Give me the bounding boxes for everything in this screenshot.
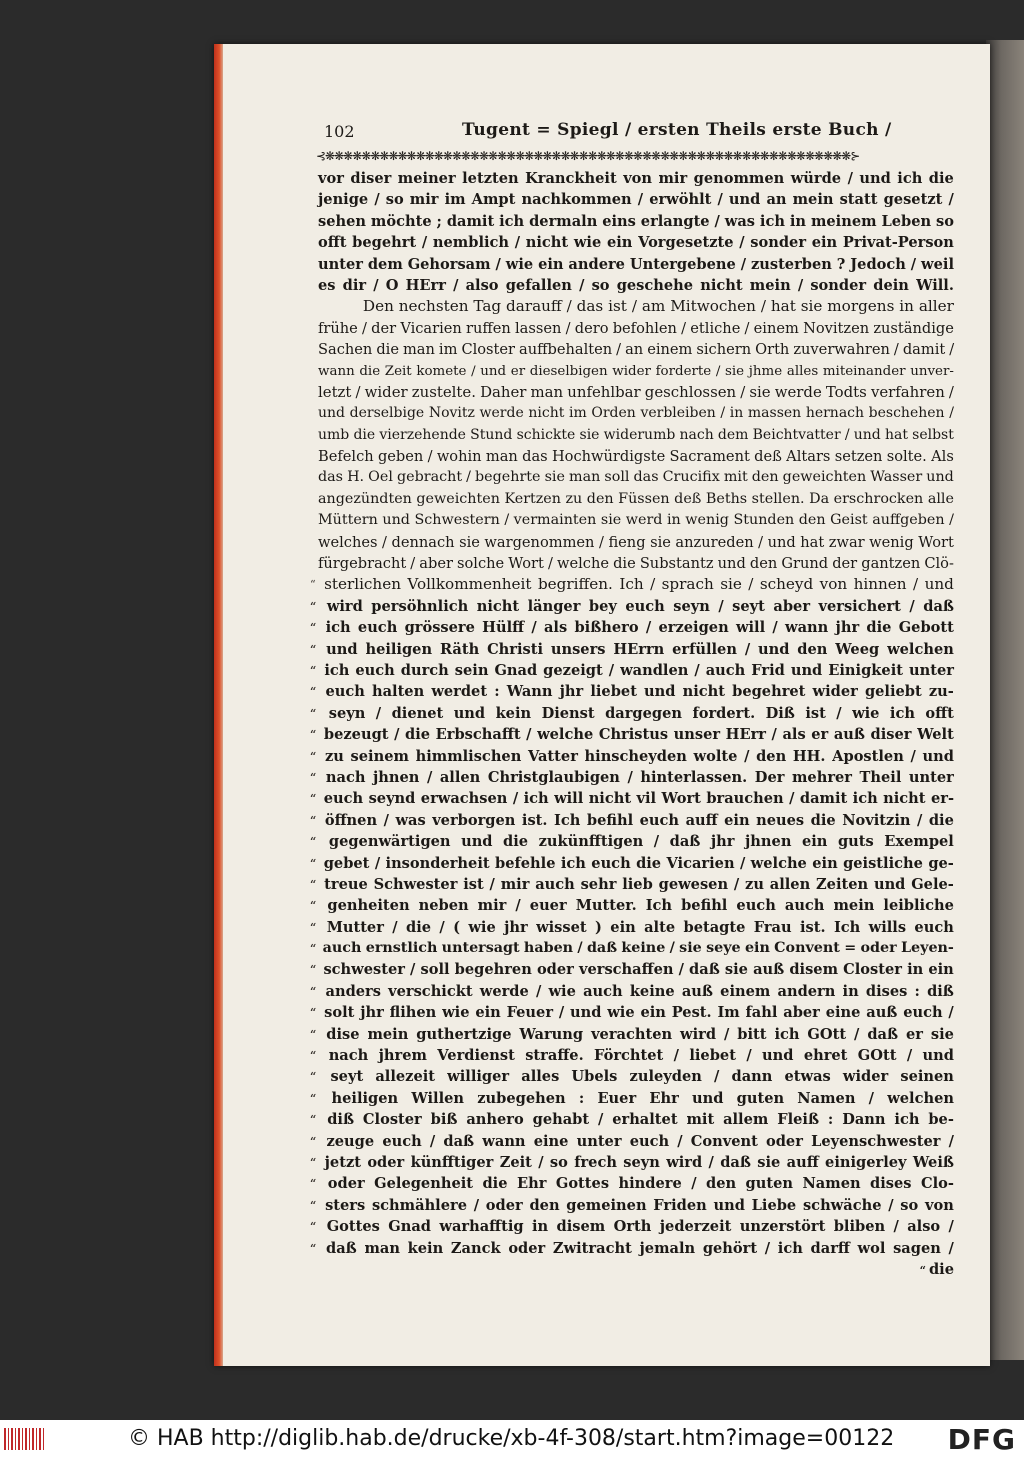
text-line: “ euch seynd erwachsen / ich will nicht vil Wort brauchen / damit ich nicht er- <box>318 788 954 809</box>
quote-mark: “ <box>310 856 317 870</box>
text-line: offt begehrt / nemblich / nicht wie ein Vorgesetzte / sonder ein Privat-Person <box>318 234 954 252</box>
text-line: welches / dennach sie wargenommen / fieng sie anzureden / und hat zwar wenig Wort <box>318 533 954 551</box>
text-line: “ seyn / dienet und kein Dienst dargegen fordert. Diß ist / wie ich offt <box>318 703 954 724</box>
text-line: “ nach jhnen / allen Christglaubigen / hinterlassen. Der mehrer Theil unter <box>318 767 954 788</box>
quote-mark: “ <box>310 728 317 742</box>
text-line: “ sters schmählere / oder den gemeinen Friden und Liebe schwäche / so von <box>318 1195 954 1216</box>
text-line: “ genheiten neben mir / euer Mutter. Ich befihl euch auch mein leibliche <box>318 895 954 916</box>
text-line: wann die Zeit komete / und er dieselbigen wider forderte / sie jhme alles miteinander unver- <box>318 363 954 379</box>
text-line: und derselbige Novitz werde nicht im Orden verbleiben / in massen hernach beschehen / <box>318 405 954 422</box>
text-line: Den nechsten Tag darauff / das ist / am Mitwochen / hat sie morgens in aller <box>362 297 954 316</box>
text-line: “ seyt allezeit williger alles Ubels zuleyden / dann etwas wider seinen <box>318 1066 954 1087</box>
text-line: jenige / so mir im Ampt nachkommen / erwöhlt / und an mein statt gesetzt / <box>318 191 954 209</box>
quote-mark: “ <box>310 813 317 827</box>
quote-mark: “ <box>310 1049 317 1063</box>
quote-mark: “ <box>310 663 317 677</box>
text-line: Müttern und Schwestern / vermainten sie werd in wenig Stunden den Geist auffgeben / <box>318 512 954 529</box>
quote-mark: “ <box>310 1155 317 1169</box>
text-line: vor diser meiner letzten Kranckheit von mir genommen würde / und ich die <box>318 170 954 187</box>
text-line: “ daß man kein Zanck oder Zwitracht jemaln gehört / ich darff wol sagen / <box>318 1238 954 1259</box>
quote-mark: “ <box>310 685 317 699</box>
text-line: “ dise mein guthertzige Warung verachten wird / bitt ich GOtt / daß er sie <box>318 1024 954 1045</box>
quote-mark: “ <box>310 1091 317 1105</box>
text-line: “ öffnen / was verborgen ist. Ich befihl euch auff ein neues die Novitzin / die <box>318 810 954 831</box>
text-line: “ zeuge euch / daß wann eine unter euch / Convent oder Leyenschwester / <box>318 1131 954 1152</box>
quote-mark: “ <box>310 706 317 720</box>
text-line: umb die vierzehende Stund schickte sie widerumb nach dem Beichtvatter / und hat selbst <box>318 426 954 443</box>
quote-mark: “ <box>310 877 317 891</box>
text-line: frühe / der Vicarien ruffen lassen / dero befohlen / etliche / einem Novitzen zuständige <box>318 319 954 337</box>
quote-mark: “ <box>310 942 317 956</box>
quote-mark: “ <box>310 749 317 763</box>
text-line: “ gebet / insonderheit befehle ich euch die Vicarien / welche ein geistliche ge- <box>318 853 954 874</box>
page-number: 102 <box>324 122 355 141</box>
quote-mark: “ <box>310 1027 317 1041</box>
quote-mark: “ <box>310 1220 317 1234</box>
text-line: “ Gottes Gnad warhafftig in disem Orth jederzeit unzerstört bliben / also / <box>318 1216 954 1237</box>
text-line: “ zu seinem himmlischen Vatter hinscheyden wolte / den HH. Apostlen / und <box>318 746 954 767</box>
quote-mark: “ <box>310 1113 317 1127</box>
quote-mark: “ <box>310 1070 317 1084</box>
text-line: “ heiligen Willen zubegehen : Euer Ehr und guten Namen / welchen <box>318 1088 954 1109</box>
text-line: letzt / wider zustelte. Daher man unfehlbar geschlossen / sie werde Todts verfahren / <box>318 382 954 401</box>
text-line: “ wird persöhnlich nicht länger bey euch seyn / seyt aber versichert / daß <box>318 596 954 617</box>
dfg-logo: DFG <box>947 1423 1016 1456</box>
quote-mark: “ <box>310 1241 317 1255</box>
page-red-edge <box>214 44 223 1366</box>
quote-mark: “ <box>310 835 317 849</box>
quote-mark: “ <box>310 770 317 784</box>
quote-mark: “ <box>310 1198 317 1212</box>
quote-mark: “ <box>310 642 317 656</box>
text-line: “ die <box>919 1260 954 1278</box>
text-line: “ euch halten werdet : Wann jhr liebet und nicht begehret wider geliebt zu- <box>318 681 954 702</box>
page-header <box>324 120 950 144</box>
text-line: unter dem Gehorsam / wie ein andere Untergebene / zusterben ? Jedoch / weil <box>318 255 954 273</box>
text-line: “ anders verschickt werde / wie auch keine auß einem andern in dises : diß <box>318 981 954 1002</box>
footer-bar <box>0 1420 1024 1458</box>
text-line: Sachen die man im Closter auffbehalten / an einem sichern Orth zuverwahren / damit / <box>318 341 955 359</box>
quote-mark: “ <box>310 1134 317 1148</box>
text-line: “ nach jhrem Verdienst straffe. Förchtet / liebet / und ehret GOtt / und <box>318 1045 954 1066</box>
text-line: es dir / O HErr / also gefallen / so geschehe nicht mein / sonder dein Will. <box>318 276 954 294</box>
text-line: “ bezeugt / die Erbschafft / welche Christus unser HErr / als er auß diser Welt <box>318 724 954 745</box>
quote-mark: “ <box>310 578 316 592</box>
text-line: “ schwester / soll begehren oder verschaffen / daß sie auß disem Closter in ein <box>318 959 954 980</box>
ornament-rule: ⊰❋❋❋❋❋❋❋❋❋❋❋❋❋❋❋❋❋❋❋❋❋❋❋❋❋❋❋❋❋❋❋❋❋❋❋❋❋❋❋❋❋❋❋❋❋❋❋❋❋❋❋❋❋❋❋❋❋❋⊱ <box>316 149 860 163</box>
text-line: “ oder Gelegenheit die Ehr Gottes hindere / den guten Namen dises Clo- <box>318 1173 954 1194</box>
text-line: “ und heiligen Räth Christi unsers HErrn erfüllen / und den Weeg welchen <box>318 639 954 660</box>
running-title: Tugent = Spiegl / ersten Theils erste Buch / <box>462 120 892 140</box>
quote-mark: “ <box>310 1177 317 1191</box>
text-line: “ Mutter / die / ( wie jhr wisset ) ein alte betagte Frau ist. Ich wills euch <box>318 917 954 938</box>
text-line: “ gegenwärtigen und die zukünfftigen / daß jhr jhnen ein guts Exempel <box>318 831 954 852</box>
quote-mark: “ <box>310 599 317 613</box>
quote-mark: “ <box>310 920 317 934</box>
text-line: fürgebracht / aber solche Wort / welche die Substantz und den Grund der gantzen Clö- <box>318 555 954 573</box>
text-line: “ ich euch grössere Hülff / als bißhero / erzeigen will / wann jhr die Gebott <box>318 617 954 638</box>
text-line: “ solt jhr flihen wie ein Feuer / und wie ein Pest. Im fahl aber eine auß euch / <box>318 1002 954 1023</box>
text-line: Befelch geben / wohin man das Hochwürdigste Sacrament deß Altars setzen solte. Als <box>318 448 954 466</box>
quote-mark: “ <box>310 984 317 998</box>
facing-page-edge <box>986 40 1024 1360</box>
text-line: “ jetzt oder künfftiger Zeit / so frech seyn wird / daß sie auff einigerley Weiß <box>318 1152 954 1173</box>
quote-mark: “ <box>310 621 317 635</box>
text-line: “ sterlichen Vollkommenheit begriffen. Ich / sprach sie / scheyd von hinnen / und <box>318 574 954 595</box>
text-line: angezündten geweichten Kertzen zu den Füssen deß Beths stellen. Da erschrocken alle <box>318 490 954 507</box>
text-line: “ diß Closter biß anhero gehabt / erhaltet mit allem Fleiß : Dann ich be- <box>318 1109 954 1130</box>
text-line: das H. Oel gebracht / begehrte sie man soll das Crucifix mit den geweichten Wasser und <box>318 469 954 486</box>
text-line: “ ich euch durch sein Gnad gezeigt / wandlen / auch Frid und Einigkeit unter <box>318 660 954 681</box>
quote-mark: “ <box>310 963 317 977</box>
text-line: “ auch ernstlich untersagt haben / daß keine / sie seye ein Convent = oder Leyen- <box>318 938 954 959</box>
barcode-icon <box>4 1428 44 1450</box>
quote-mark: “ <box>310 792 317 806</box>
body-text <box>310 168 955 1280</box>
text-line: sehen möchte ; damit ich dermaln eins erlangte / was ich in meinem Leben so <box>318 212 954 230</box>
footer-credit[interactable]: © HAB http://diglib.hab.de/drucke/xb-4f-308/start.htm?image=00122 <box>128 1426 895 1451</box>
text-line: “ treue Schwester ist / mir auch sehr lieb gewesen / zu allen Zeiten und Gele- <box>318 874 954 895</box>
quote-mark: “ <box>310 899 317 913</box>
quote-mark: “ <box>310 1006 317 1020</box>
